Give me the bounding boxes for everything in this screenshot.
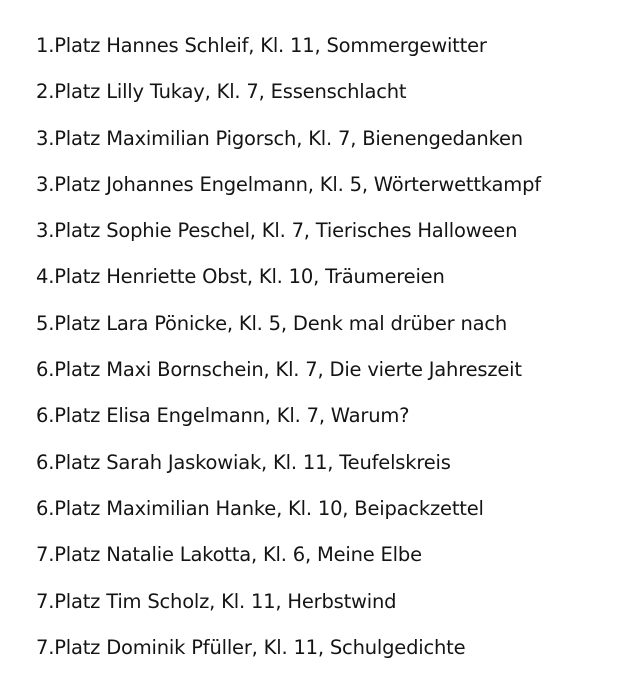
ranking-entry: 3.Platz Sophie Peschel, Kl. 7, Tierisches Halloween [36, 219, 518, 243]
ranking-entry: 7.Platz Dominik Pfüller, Kl. 11, Schulgedichte [36, 635, 466, 659]
ranking-entry: 7.Platz Tim Scholz, Kl. 11, Herbstwind [36, 589, 397, 613]
ranking-entry: 6.Platz Maximilian Hanke, Kl. 10, Beipackzettel [36, 496, 484, 520]
ranking-entry: 4.Platz Henriette Obst, Kl. 10, Träumereien [36, 265, 445, 289]
ranking-entry: 3.Platz Johannes Engelmann, Kl. 5, Wörterwettkampf [36, 172, 541, 196]
ranking-entry: 6.Platz Sarah Jaskowiak, Kl. 11, Teufelskreis [36, 450, 451, 474]
ranking-entry: 3.Platz Maximilian Pigorsch, Kl. 7, Bienengedanken [36, 126, 523, 150]
ranking-entry: 1.Platz Hannes Schleif, Kl. 11, Sommergewitter [36, 34, 487, 57]
ranking-entry: 6.Platz Elisa Engelmann, Kl. 7, Warum? [36, 404, 410, 428]
ranking-entry: 6.Platz Maxi Bornschein, Kl. 7, Die vierte Jahreszeit [36, 358, 522, 382]
ranking-entry: 7.Platz Natalie Lakotta, Kl. 6, Meine Elbe [36, 543, 422, 567]
ranking-list [36, 28, 611, 676]
ranking-entry: 5.Platz Lara Pönicke, Kl. 5, Denk mal drüber nach [36, 311, 508, 335]
ranking-entry: 2.Platz Lilly Tukay, Kl. 7, Essenschlacht [36, 80, 407, 104]
